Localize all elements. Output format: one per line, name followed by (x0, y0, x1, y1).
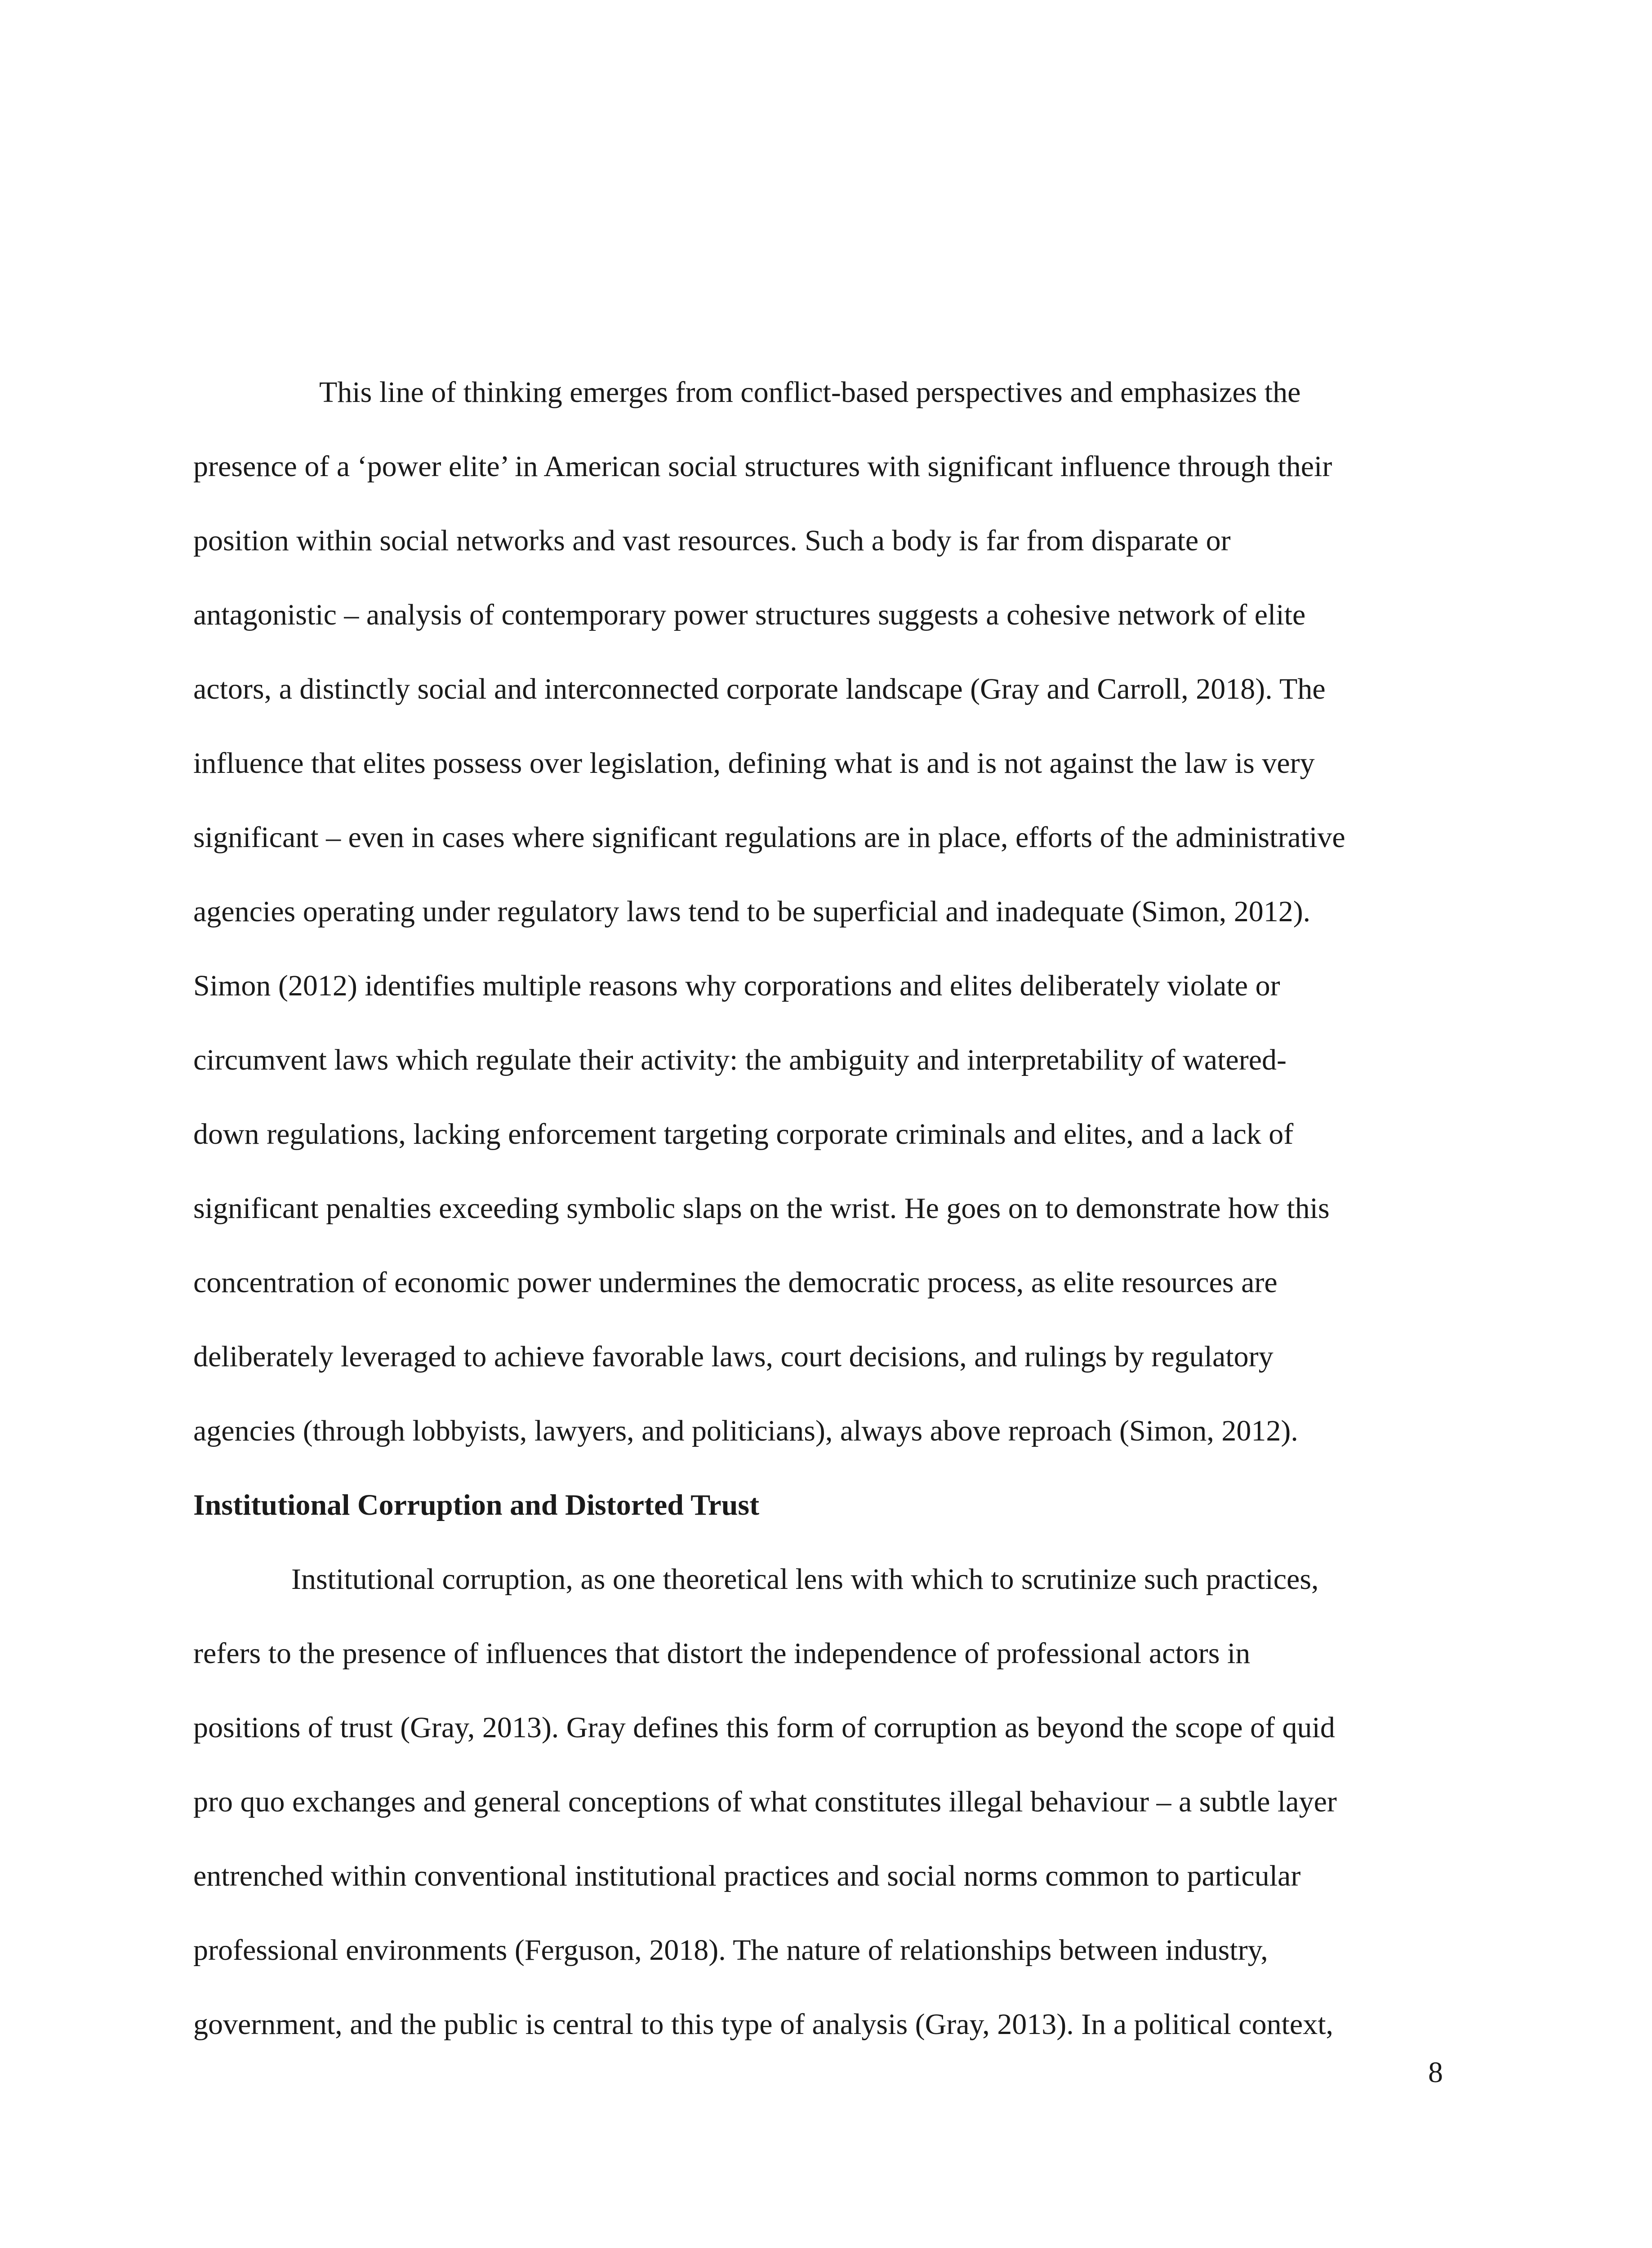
paragraph-2-line-1: Institutional corruption, as one theoretical lens with which to scrutinize such practices, (291, 1563, 1319, 1596)
paragraph-1-line-4: antagonistic – analysis of contemporary power structures suggests a cohesive network of elite (193, 598, 1306, 631)
paragraph-1-line-12: significant penalties exceeding symbolic slaps on the wrist. He goes on to demonstrate how this (193, 1192, 1330, 1225)
paragraph-2-line-3: positions of trust (Gray, 2013). Gray defines this form of corruption as beyond the scope of quid (193, 1711, 1335, 1744)
section-heading: Institutional Corruption and Distorted Trust (193, 1489, 760, 1521)
paragraph-1-line-5: actors, a distinctly social and interconnected corporate landscape (Gray and Carroll, 2018). The (193, 673, 1326, 705)
body-text (193, 355, 1443, 2061)
paragraph-2-line-6: professional environments (Ferguson, 2018). The nature of relationships between industry, (193, 1934, 1268, 1967)
paragraph-2-line-7: government, and the public is central to this type of analysis (Gray, 2013). In a political context, (193, 2008, 1334, 2041)
paragraph-1-line-10: circumvent laws which regulate their activity: the ambiguity and interpretability of watered- (193, 1044, 1287, 1076)
paragraph-2-line-2: refers to the presence of influences that distort the independence of professional actors in (193, 1637, 1251, 1670)
paragraph-1-line-14: deliberately leveraged to achieve favorable laws, court decisions, and rulings by regulatory (193, 1340, 1274, 1373)
paragraph-1-line-7: significant – even in cases where significant regulations are in place, efforts of the administrative (193, 821, 1345, 854)
paragraph-1-line-2: presence of a ‘power elite’ in American social structures with significant influence through their (193, 450, 1332, 483)
paragraph-1-line-13: concentration of economic power undermines the democratic process, as elite resources are (193, 1266, 1278, 1299)
paragraph-2-line-4: pro quo exchanges and general conceptions of what constitutes illegal behaviour – a subtle layer (193, 1785, 1337, 1818)
paragraph-1-line-9: Simon (2012) identifies multiple reasons why corporations and elites deliberately violate or (193, 969, 1280, 1002)
paragraph-1-line-1: This line of thinking emerges from conflict-based perspectives and emphasizes the (319, 376, 1301, 409)
paragraph-1-line-8: agencies operating under regulatory laws tend to be superficial and inadequate (Simon, 2012). (193, 895, 1311, 928)
paragraph-1-line-15: agencies (through lobbyists, lawyers, and politicians), always above reproach (Simon, 2012). (193, 1414, 1298, 1447)
page-number: 8 (1428, 2056, 1443, 2089)
paragraph-1-line-11: down regulations, lacking enforcement targeting corporate criminals and elites, and a lack of (193, 1118, 1294, 1151)
paragraph-2-line-5: entrenched within conventional institutional practices and social norms common to particular (193, 1860, 1301, 1892)
paragraph-1-line-6: influence that elites possess over legislation, defining what is and is not against the law is very (193, 747, 1315, 780)
paragraph-1-line-3: position within social networks and vast resources. Such a body is far from disparate or (193, 524, 1231, 557)
